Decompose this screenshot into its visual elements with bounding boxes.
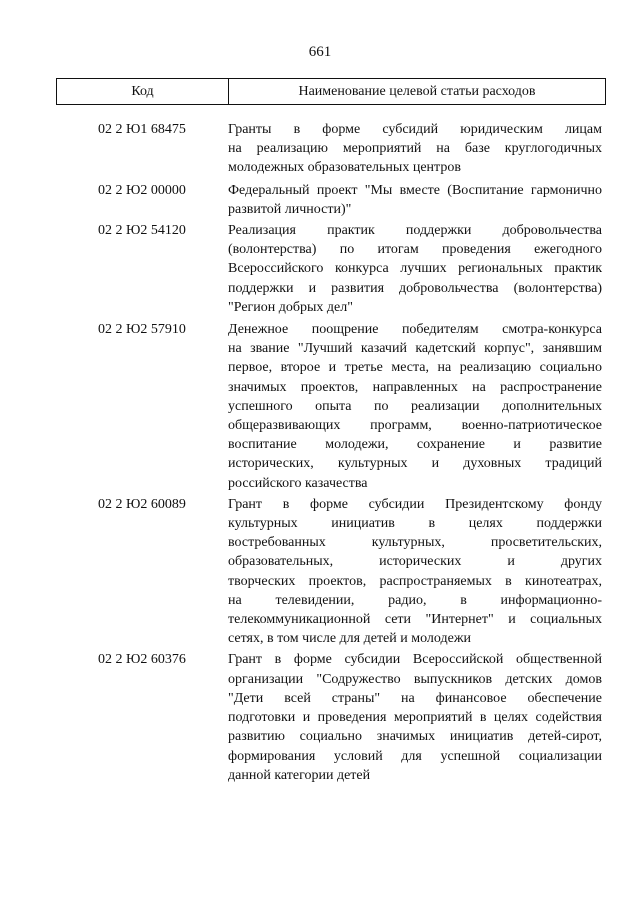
table-row	[56, 221, 606, 317]
description-line: Федеральный проект "Мы вместе (Воспитание гармонично	[228, 182, 602, 198]
description-line: "Регион добрых дел"	[228, 299, 353, 315]
description-line: телекоммуникационной сети "Интернет" и социальных	[228, 612, 602, 628]
description-line: подготовки и проведения мероприятий в целях содействия	[228, 710, 602, 726]
description-line: на звание "Лучший казачий кадетский корпус", занявшим	[228, 341, 602, 357]
row-code: 02 2 Ю2 57910	[98, 322, 186, 338]
row-description	[228, 221, 602, 317]
description-line: (волонтерства) по итогам проведения ежегодного	[228, 242, 602, 258]
description-line: "Дети всей страны" на финансовое обеспечение	[228, 690, 602, 706]
description-line: Грант в форме субсидии Президентскому фонду	[228, 496, 602, 512]
description-line: молодежных образовательных центров	[228, 160, 461, 176]
description-line: общеразвивающих программ, военно-патриотическое	[228, 418, 602, 434]
table-row	[56, 320, 606, 493]
description-line: образовательных, исторических и других	[228, 554, 602, 570]
table-row	[56, 181, 606, 219]
table-row	[56, 650, 606, 784]
row-description	[228, 650, 602, 784]
description-line: формирования условий для успешной социализации	[228, 748, 602, 764]
row-code: 02 2 Ю2 00000	[98, 182, 186, 198]
table-body	[56, 120, 606, 785]
page-number: 661	[308, 44, 332, 60]
row-description	[228, 495, 602, 649]
row-code: 02 2 Ю2 60376	[98, 652, 186, 668]
row-code: 02 2 Ю2 60089	[98, 496, 186, 512]
description-line: исторических, культурных и духовных традиций	[228, 456, 602, 472]
row-code: 02 2 Ю2 54120	[98, 223, 186, 239]
description-line: данной категории детей	[228, 767, 371, 783]
description-line: Всероссийского конкурса лучших региональных практик	[228, 261, 602, 277]
description-line: сетях, в том числе для детей и молодежи	[228, 631, 472, 647]
description-line: на реализацию мероприятий на базе круглогодичных	[228, 141, 602, 157]
description-line: востребованных культурных, просветительских,	[228, 535, 602, 551]
header-name-label: Наименование целевой статьи расходов	[298, 83, 536, 99]
description-line: на телевидении, радио, в информационно-	[228, 592, 602, 608]
row-code: 02 2 Ю1 68475	[98, 122, 186, 137]
header-code-label: Код	[57, 79, 229, 104]
table-row	[56, 120, 606, 178]
description-line: успешного опыта по реализации дополнительных	[228, 398, 602, 414]
description-line: российского казачества	[228, 475, 368, 491]
description-line: Денежное поощрение победителям смотра-конкурса	[228, 322, 602, 338]
description-line: поддержки и развития добровольчества (волонтерства)	[228, 280, 602, 296]
table-row	[56, 495, 606, 649]
table-header	[56, 78, 606, 105]
description-line: развитой личности)"	[228, 201, 352, 217]
description-line: значимых проектов, направленных на распространение	[228, 379, 602, 395]
description-line: развитию социально значимых инициатив детей-сирот,	[228, 729, 602, 745]
description-line: культурных инициатив в целях поддержки	[228, 516, 602, 532]
description-line: первое, второе и третье места, на реализацию социально	[228, 360, 602, 376]
description-line: организации "Содружество выпускников детских домов	[228, 671, 602, 687]
description-line: воспитание молодежи, сохранение и развитие	[228, 437, 602, 453]
description-line: Грант в форме субсидии Всероссийской общественной	[228, 652, 602, 668]
description-line: Гранты в форме субсидий юридическим лицам	[228, 122, 602, 137]
row-description	[228, 181, 602, 219]
description-line: Реализация практик поддержки добровольчества	[228, 223, 602, 239]
row-description	[228, 320, 602, 493]
row-description	[228, 120, 602, 178]
description-line: творческих проектов, распространяемых в кинотеатрах,	[228, 573, 602, 589]
